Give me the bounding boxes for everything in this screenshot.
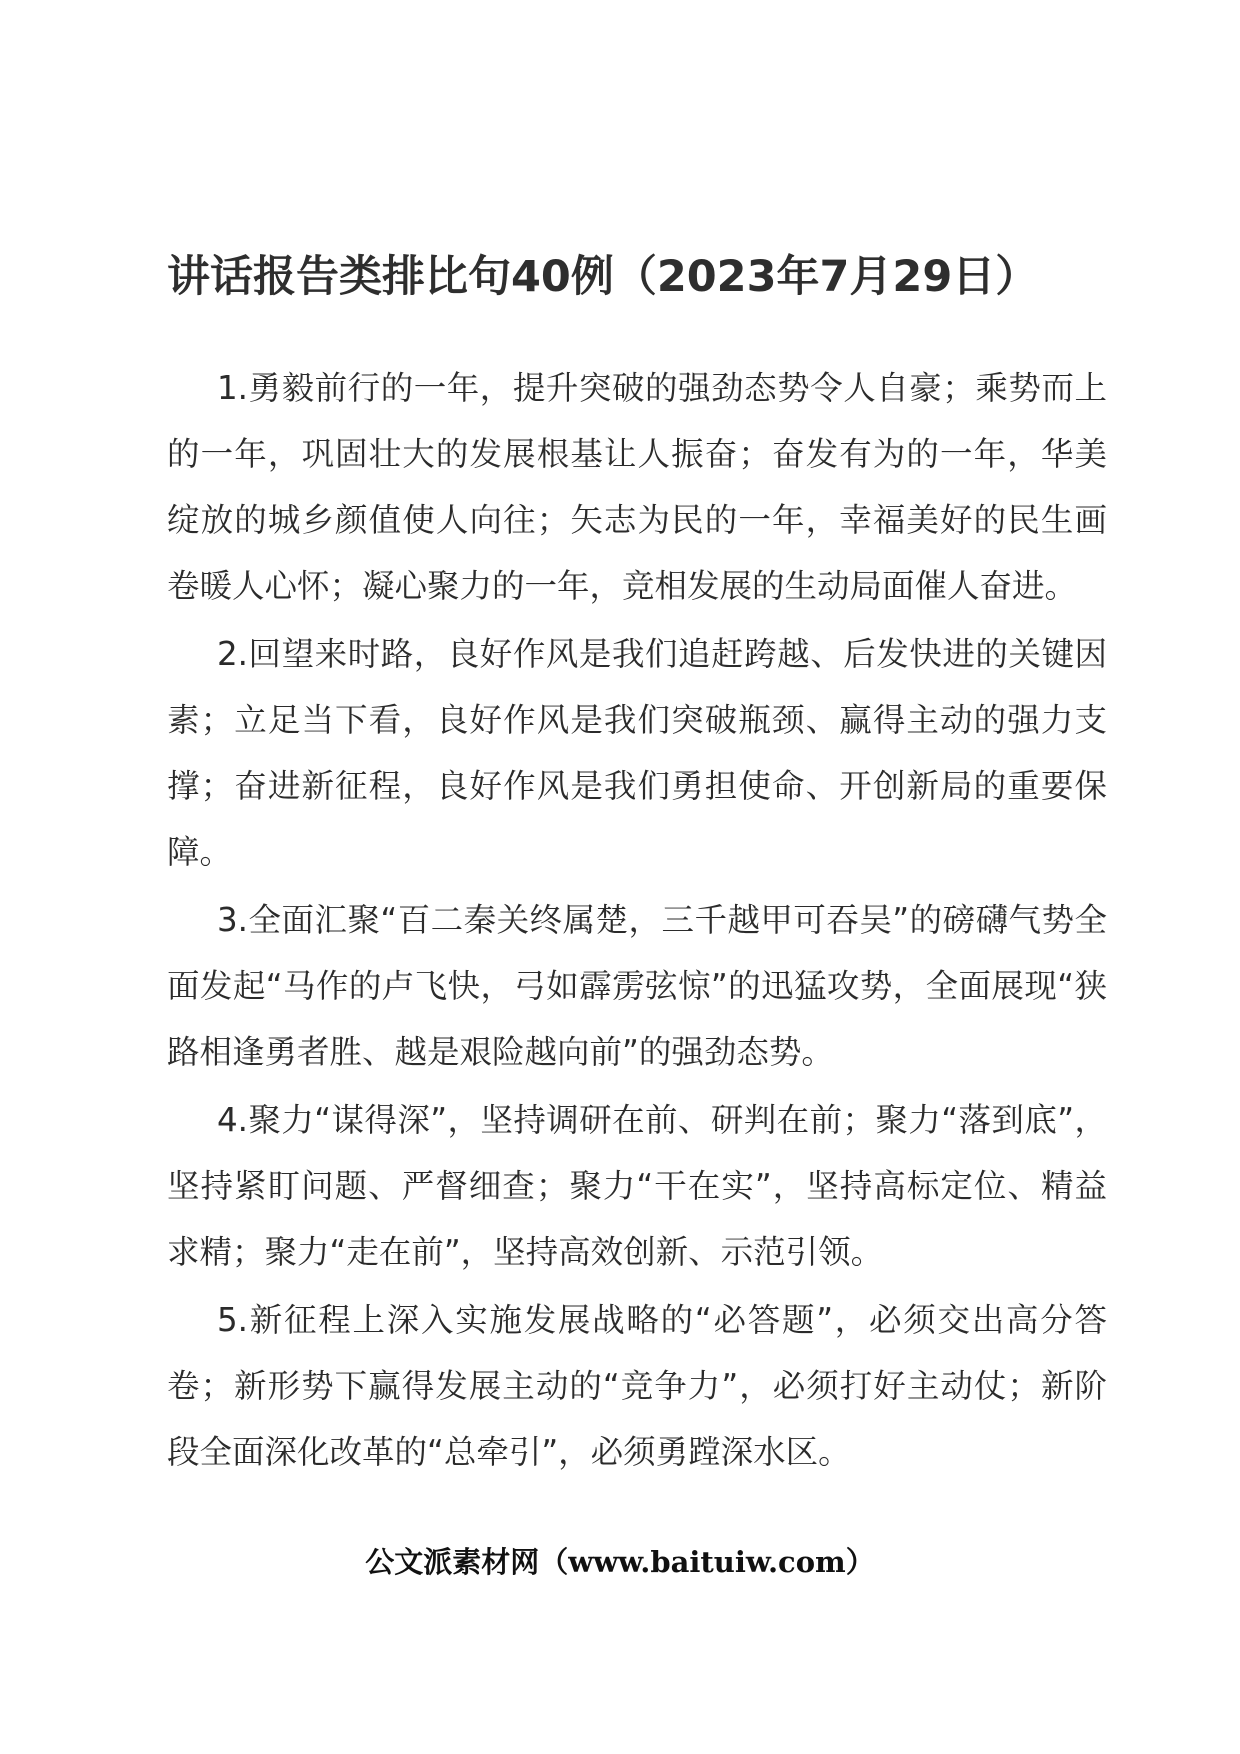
paragraph-2: 2.回望来时路，良好作风是我们追赶跨越、后发快进的关键因素；立足当下看，良好作风是我们突破瓶颈、赢得主动的强力支撑；奋进新征程，良好作风是我们勇担使命、开创新局的重要保障。 xyxy=(167,635,1107,871)
paragraph-4: 4.聚力“谋得深”，坚持调研在前、研判在前；聚力“落到底”，坚持紧盯问题、严督细查；聚力“干在实”，坚持高标定位、精益求精；聚力“走在前”，坚持高效创新、示范引领。 xyxy=(167,1101,1107,1271)
document-title: 讲话报告类排比句40例（2023年7月29日） xyxy=(167,252,1039,302)
paragraph-3: 3.全面汇聚“百二秦关终属楚，三千越甲可吞吴”的磅礴气势全面发起“马作的卢飞快，弓如霹雳弦惊”的迅猛攻势，全面展现“狭路相逢勇者胜、越是艰险越向前”的强劲态势。 xyxy=(167,901,1107,1071)
footer-watermark: 公文派素材网（www.baituiw.com） xyxy=(365,1545,875,1579)
paragraph-5: 5.新征程上深入实施发展战略的“必答题”，必须交出高分答卷；新形势下赢得发展主动的“竞争力”，必须打好主动仗；新阶段全面深化改革的“总牵引”，必须勇蹚深水区。 xyxy=(167,1301,1107,1471)
document-body xyxy=(167,355,1107,1487)
paragraph-1: 1.勇毅前行的一年，提升突破的强劲态势令人自豪；乘势而上的一年，巩固壮大的发展根基让人振奋；奋发有为的一年，华美绽放的城乡颜值使人向往；矢志为民的一年，幸福美好的民生画卷暖人心怀；凝心聚力的一年，竞相发展的生动局面催人奋进。 xyxy=(167,369,1107,605)
